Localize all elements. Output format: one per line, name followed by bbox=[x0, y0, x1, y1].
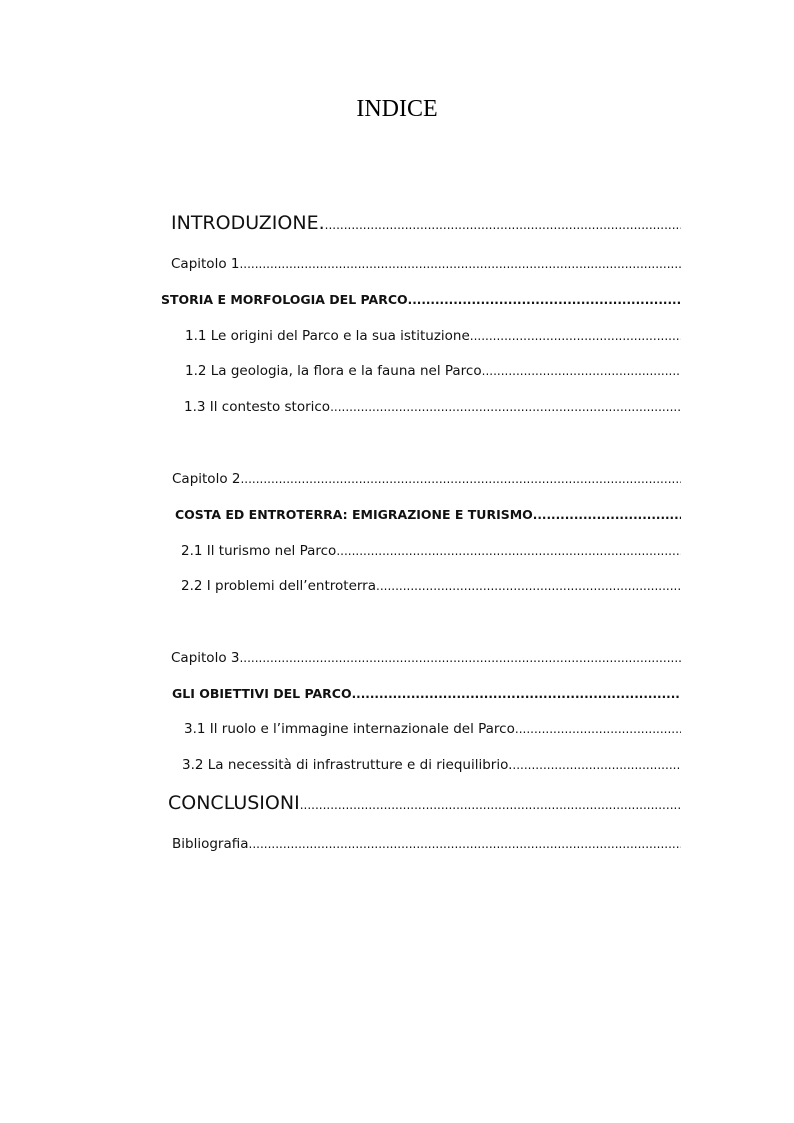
toc-entry-capitolo-2-title bbox=[175, 507, 681, 527]
dot-leader bbox=[336, 543, 681, 559]
toc-entry-capitolo-3 bbox=[171, 650, 681, 670]
dot-leader bbox=[330, 399, 681, 415]
dot-leader bbox=[239, 650, 681, 666]
dot-leader bbox=[408, 292, 681, 308]
toc-entry-label: Capitolo 2 bbox=[172, 471, 241, 487]
dot-leader bbox=[239, 256, 681, 272]
toc-entry-bibliografia bbox=[172, 836, 681, 856]
dot-leader bbox=[533, 507, 681, 523]
toc-entry-section-1-2 bbox=[185, 363, 681, 383]
toc-entry-label: Bibliografia bbox=[172, 836, 249, 852]
toc-entry-label: 3.1 Il ruolo e l’immagine internazionale del Parco bbox=[184, 721, 515, 737]
toc-entry-label: COSTA ED ENTROTERRA: EMIGRAZIONE E TURISMO bbox=[175, 507, 533, 522]
toc-entry-introduzione bbox=[171, 212, 681, 238]
toc-entry-section-2-2 bbox=[181, 578, 681, 598]
toc-entry-label: Capitolo 3 bbox=[171, 650, 240, 666]
dot-leader bbox=[352, 686, 681, 702]
toc-entry-section-3-1 bbox=[184, 721, 681, 741]
dot-leader bbox=[515, 721, 681, 737]
toc-entry-capitolo-1-title bbox=[161, 292, 681, 312]
page-title: INDICE bbox=[356, 96, 438, 122]
toc-entry-conclusioni bbox=[168, 792, 681, 818]
toc-entry-section-1-1 bbox=[185, 328, 681, 348]
toc-entry-section-3-2 bbox=[182, 757, 681, 777]
dot-leader bbox=[376, 578, 681, 594]
toc-entry-label: 1.2 La geologia, la flora e la fauna nel Parco bbox=[185, 363, 482, 379]
toc-entry-section-1-3 bbox=[184, 399, 681, 419]
dot-leader bbox=[325, 212, 681, 234]
dot-leader bbox=[300, 792, 681, 814]
dot-leader bbox=[249, 836, 681, 852]
toc-entry-label: INTRODUZIONE. bbox=[171, 212, 325, 234]
dot-leader bbox=[482, 363, 681, 379]
toc-entry-label: 1.1 Le origini del Parco e la sua istituzione bbox=[185, 328, 470, 344]
toc-entry-capitolo-1 bbox=[171, 256, 681, 276]
toc-entry-capitolo-3-title bbox=[172, 686, 681, 706]
toc-entry-section-2-1 bbox=[181, 543, 681, 563]
toc-entry-label: Capitolo 1 bbox=[171, 256, 240, 272]
toc-entry-label: 2.1 Il turismo nel Parco bbox=[181, 543, 337, 559]
toc-entry-label: CONCLUSIONI bbox=[168, 792, 300, 814]
dot-leader bbox=[240, 471, 681, 487]
dot-leader bbox=[470, 328, 681, 344]
toc-entry-label: GLI OBIETTIVI DEL PARCO bbox=[172, 686, 352, 701]
dot-leader bbox=[512, 757, 681, 773]
toc-entry-capitolo-2 bbox=[172, 471, 681, 491]
toc-entry-label: 1.3 Il contesto storico bbox=[184, 399, 331, 415]
toc-entry-label: 2.2 I problemi dell’entroterra bbox=[181, 578, 377, 594]
toc-entry-label: STORIA E MORFOLOGIA DEL PARCO bbox=[161, 292, 408, 307]
toc-entry-label: 3.2 La necessità di infrastrutture e di riequilibrio. bbox=[182, 757, 513, 773]
